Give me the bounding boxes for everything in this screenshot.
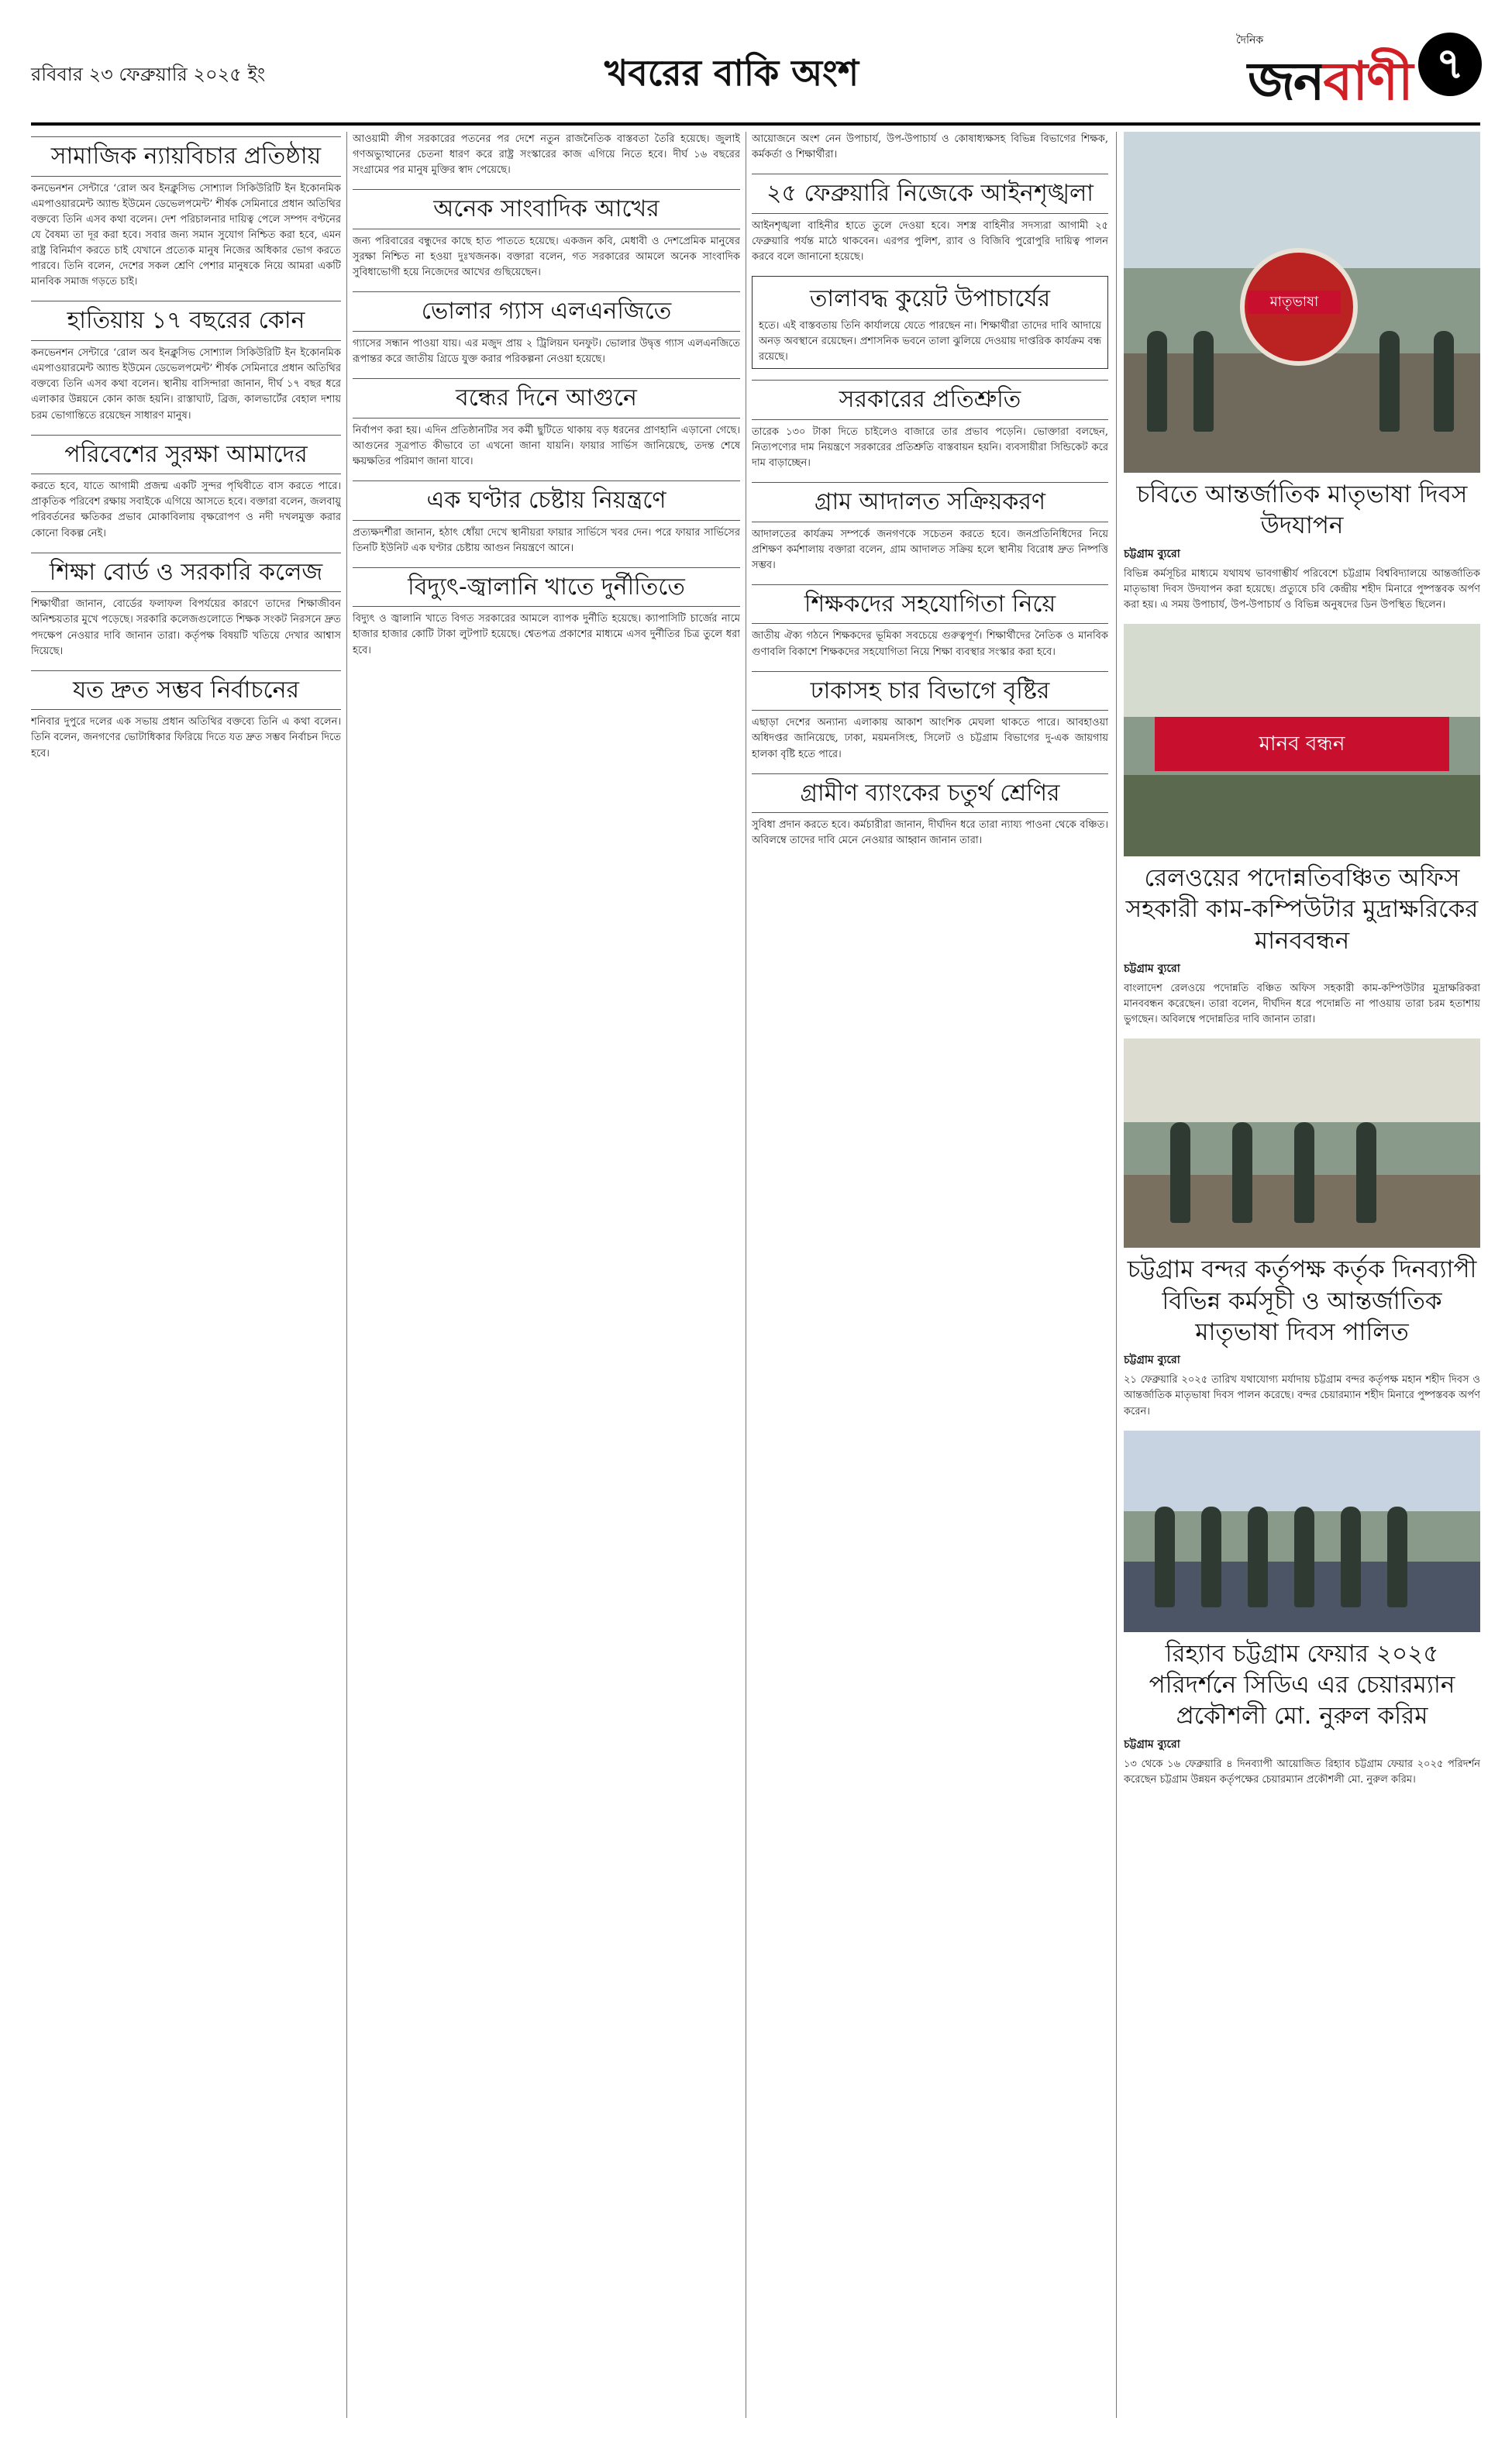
- article-body: তারেক ১৩০ টাকা দিতে চাইলেও বাজারে তার প্রভাব পড়েনি। ভোক্তারা বলছেন, নিত্যপণ্যের দাম নিয়ন্ত্রণে সরকারের প্রতিশ্রুতি বাস্তবায়ন হয়নি। ব্যবসায়ীরা সিন্ডিকেট করে দাম বাড়াচ্ছেন।: [752, 425, 1108, 469]
- headline: ঢাকাসহ চার বিভাগে বৃষ্টির: [810, 677, 1050, 704]
- article: [353, 291, 740, 367]
- headline: পরিবেশের সুরক্ষা আমাদের: [64, 440, 308, 468]
- column-2: [353, 132, 740, 2418]
- article-body: বিভিন্ন কর্মসূচির মাধ্যমে যথাযথ ভাবগাম্ভীর্য পরিবেশে চট্টগ্রাম বিশ্ববিদ্যালয়ে আন্তর্জাতিক মাতৃভাষা দিবস উদযাপন করা হয়েছে। প্রত্যুষে চবি কেন্দ্রীয় শহীদ মিনারে পুষ্পস্তবক অর্পণ করা হয়। এ সময় উপাচার্য, উপ-উপাচার্য ও বিভিন্ন অনুষদের ডিন উপস্থিত ছিলেন।: [1124, 567, 1480, 611]
- article: [1124, 1373, 1480, 1419]
- article-body: জাতীয় ঐক্য গঠনে শিক্ষকদের ভূমিকা সবচেয়ে গুরুত্বপূর্ণ। শিক্ষার্থীদের নৈতিক ও মানবিক গুণাবলি বিকাশে শিক্ষকদের সহযোগিতা নিয়ে শিক্ষা ব্যবস্থার সংস্কার করা হবে।: [752, 630, 1108, 658]
- column-1: [31, 132, 341, 2418]
- article: [31, 553, 341, 660]
- article-body: বাংলাদেশ রেলওয়ে পদোন্নতি বঞ্চিত অফিস সহকারী কাম-কম্পিউটার মুদ্রাক্ষরিকরা মানববন্ধন করেছেন। তারা বলেন, দীর্ঘদিন ধরে পদোন্নতি না পাওয়ায় তারা চরম হতাশায় ভুগছেন। অবিলম্বে পদোন্নতির দাবি জানান তারা।: [1124, 982, 1480, 1026]
- article: [353, 378, 740, 470]
- photo-caption: [1124, 479, 1480, 542]
- logo-tagline: দৈনিক: [1236, 34, 1264, 46]
- article: [31, 136, 341, 290]
- column-divider: [1116, 132, 1117, 2418]
- article-body: করতে হবে, যাতে আগামী প্রজন্ম একটি সুন্দর পৃথিবীতে বাস করতে পারে। প্রাকৃতিক পরিবেশ রক্ষায় সবাইকে এগিয়ে আসতে হবে। বক্তারা বলেন, জলবায়ু পরিবর্তনের ক্ষতিকর প্রভাব মোকাবিলায় বৃক্ষরোপণ ও নদী দখলমুক্ত করার কোনো বিকল্প নেই।: [31, 480, 341, 539]
- photo-caption: [1124, 1254, 1480, 1348]
- dateline: চট্টগ্রাম ব্যুরো: [1124, 1738, 1180, 1751]
- page-number: ৭: [1418, 33, 1482, 96]
- caption-headline: চট্টগ্রাম বন্দর কর্তৃপক্ষ কর্তৃক দিনব্যাপী বিভিন্ন কর্মসূচী ও আন্তর্জাতিক মাতৃভাষা দিবস পালিত: [1127, 1255, 1477, 1346]
- article: [752, 174, 1108, 265]
- article-body: আওয়ামী লীগ সরকারের পতনের পর দেশে নতুন রাজনৈতিক বাস্তবতা তৈরি হয়েছে। জুলাই গণঅভ্যুত্থানের চেতনা ধারণ করে রাষ্ট্র সংস্কারের কাজ এগিয়ে নিতে হবে। দীর্ঘ ১৬ বছরের সংগ্রামের পর মানুষ মুক্তির স্বাদ পেয়েছে।: [353, 133, 740, 177]
- article-body: সুবিধা প্রদান করতে হবে। কর্মচারীরা জানান, দীর্ঘদিন ধরে তারা ন্যায্য পাওনা থেকে বঞ্চিত। অবিলম্বে তাদের দাবি মেনে নেওয়ার আহ্বান জানান তারা।: [752, 819, 1108, 847]
- caption-headline: চবিতে আন্তর্জাতিক মাতৃভাষা দিবস উদযাপন: [1136, 480, 1468, 540]
- photo-caption: [1124, 1638, 1480, 1732]
- headline: অনেক সাংবাদিক আখের: [433, 195, 660, 223]
- article: [752, 132, 1108, 163]
- article-body: গ্যাসের সন্ধান পাওয়া যায়। এর মজুদ প্রায় ২ ট্রিলিয়ন ঘনফুট। ভোলার উদ্বৃত্ত গ্যাস এলএনজিতে রূপান্তর করে জাতীয় গ্রিডে যুক্ত করার পরিকল্পনা নেওয়া হয়েছে।: [353, 337, 740, 365]
- article: [31, 435, 341, 542]
- article: [353, 480, 740, 556]
- article-body: শিক্ষার্থীরা জানান, বোর্ডের ফলাফল বিপর্যয়ের কারণে তাদের শিক্ষাজীবন অনিশ্চয়তার মুখে পড়েছে। সরকারি কলেজগুলোতে শিক্ষক সংকট নিরসনে দ্রুত পদক্ষেপ নেওয়ার দাবি জানান তারা। কর্তৃপক্ষ বিষয়টি খতিয়ে দেখার আশ্বাস দিয়েছে।: [31, 598, 341, 657]
- photo-banner: মাতৃভাষা: [1248, 291, 1341, 314]
- article-body: প্রত্যক্ষদর্শীরা জানান, হঠাৎ ধোঁয়া দেখে স্থানীয়রা ফায়ার সার্ভিসে খবর দেন। পরে ফায়ার সার্ভিসের তিনটি ইউনিট এক ঘণ্টার চেষ্টায় আগুন নিয়ন্ত্রণে আনে।: [353, 526, 740, 554]
- column-divider: [346, 132, 347, 2418]
- dateline: চট্টগ্রাম ব্যুরো: [1124, 1354, 1180, 1367]
- headline: গ্রাম আদালত সক্রিয়করণ: [814, 488, 1045, 516]
- article-body: জন্য পরিবারের বন্ধুদের কাছে হাত পাততে হয়েছে। একজন কবি, মেধাবী ও দেশপ্রেমিক মানুষের সুরক্ষা নিশ্চিত না হওয়া দুঃখজনক। বক্তারা বলেন, গত সরকারের আমলে অনেক সাংবাদিক সুবিধাভোগী হয়ে নিজেদের আখের গুছিয়েছেন।: [353, 235, 740, 279]
- caption-headline: রিহ্যাব চট্টগ্রাম ফেয়ার ২০২৫ পরিদর্শনে সিডিএ এর চেয়ারম্যান প্রকৌশলী মো. নুরুল করিম: [1149, 1639, 1455, 1731]
- headline: তালাবদ্ধ কুয়েট উপাচার্যের: [809, 285, 1051, 313]
- article: [31, 670, 341, 762]
- headline: শিক্ষা বোর্ড ও সরকারি কলেজ: [49, 558, 323, 586]
- headline: বিদ্যুৎ-জ্বালানি খাতে দুর্নীতিতে: [408, 573, 685, 601]
- caption-headline: রেলওয়ের পদোন্নতিবঞ্চিত অফিস সহকারী কাম-কম্পিউটার মুদ্রাক্ষরিকের মানববন্ধন: [1125, 864, 1479, 955]
- issue-date: রবিবার ২৩ ফেব্রুয়ারি ২০২৫ ইং: [31, 64, 266, 85]
- article-body: কনভেনশন সেন্টারে ‘রোল অব ইনক্লুসিভ সোশ্যাল সিকিউরিটি ইন ইকোনমিক এমপাওয়ারমেন্ট অ্যান্ড ইউমেন ডেভেলপমেন্ট’ শীর্ষক সেমিনারে প্রধান অতিথির বক্তব্যে তিনি এসব কথা বলেন। স্থানীয় বাসিন্দারা জানান, দীর্ঘ ১৭ বছর ধরে এলাকার উন্নয়নে কোন কাজ হয়নি। রাস্তাঘাট, ব্রিজ, কালভার্টের বেহাল দশায় চরম ভোগান্তিতে রয়েছেন সাধারণ মানুষ।: [31, 346, 341, 422]
- headline: ২৫ ফেব্রুয়ারি নিজেকে আইনশৃঙ্খলা: [766, 180, 1094, 208]
- article: [752, 380, 1108, 471]
- masthead: [31, 23, 1480, 120]
- headline: যত দ্রুত সম্ভব নির্বাচনের: [72, 676, 300, 704]
- headline: শিক্ষকদের সহযোগিতা নিয়ে: [804, 590, 1056, 618]
- article: [1124, 567, 1480, 613]
- article-body: শনিবার দুপুরে দলের এক সভায় প্রধান অতিথির বক্তব্যে তিনি এ কথা বলেন। তিনি বলেন, জনগণের ভোটাধিকার ফিরিয়ে দিতে যত দ্রুত সম্ভব নির্বাচন দিতে হবে।: [31, 716, 341, 759]
- newspaper-logo: [1248, 40, 1412, 129]
- photo-caption: [1124, 863, 1480, 956]
- article-body: আয়োজনে অংশ নেন উপাচার্য, উপ-উপাচার্য ও কোষাধ্যক্ষসহ বিভিন্ন বিভাগের শিক্ষক, কর্মকর্তা ও শিক্ষার্থীরা।: [752, 133, 1108, 161]
- headline: হাতিয়ায় ১৭ বছরের কোন: [67, 307, 305, 335]
- article: [353, 189, 740, 281]
- article: [752, 482, 1108, 573]
- article-body: ২১ ফেব্রুয়ারি ২০২৫ তারিখ যথাযোগ্য মর্যাদায় চট্টগ্রাম বন্দর কর্তৃপক্ষ মহান শহীদ দিবস ও আন্তর্জাতিক মাতৃভাষা দিবস পালন করেছে। বন্দর চেয়ারম্যান শহীদ মিনারে পুষ্পস্তবক অর্পণ করেন।: [1124, 1374, 1480, 1417]
- logo-part1: জন: [1248, 51, 1324, 112]
- article: [1124, 1757, 1480, 1788]
- article: [752, 584, 1108, 660]
- article-body: এছাড়া দেশের অন্যান্য এলাকায় আকাশ আংশিক মেঘলা থাকতে পারে। আবহাওয়া অধিদপ্তর জানিয়েছে, ঢাকা, ময়মনসিংহ, সিলেট ও চট্টগ্রাম বিভাগের দু-এক জায়গায় হালকা বৃষ্টি হতে পারে।: [752, 717, 1108, 760]
- dateline: চট্টগ্রাম ব্যুরো: [1124, 547, 1180, 560]
- header-rule: [31, 122, 1480, 126]
- headline: সরকারের প্রতিশ্রুতি: [839, 386, 1021, 414]
- article: [752, 671, 1108, 763]
- photo-shaheed-minar-wreath: [1124, 132, 1480, 473]
- photo-human-chain: [1124, 624, 1480, 856]
- article-body: বিদ্যুৎ ও জ্বালানি খাতে বিগত সরকারের আমলে ব্যাপক দুর্নীতি হয়েছে। ক্যাপাসিটি চার্জের নামে হাজার হাজার কোটি টাকা লুটপাট হয়েছে। শ্বেতপত্র প্রকাশের মাধ্যমে এসব দুর্নীতির চিত্র তুলে ধরা হবে।: [353, 613, 740, 656]
- logo-part2: বাণী: [1323, 51, 1412, 112]
- section-title: খবরের বাকি অংশ: [604, 52, 859, 94]
- article: [353, 132, 740, 178]
- article: [31, 301, 341, 423]
- column-4: [1124, 132, 1480, 2418]
- article: [1124, 981, 1480, 1028]
- headline: গ্রামীণ ব্যাংকের চতুর্থ শ্রেণির: [800, 779, 1060, 807]
- article-body: হতে। এই বাস্তবতায় তিনি কার্যালয়ে যেতে পারছেন না। শিক্ষার্থীরা তাদের দাবি আদায়ে অনড় অবস্থানে রয়েছেন। প্রশাসনিক ভবনে তালা ঝুলিয়ে দেওয়ায় দাপ্তরিক কার্যক্রম বন্ধ রয়েছে।: [759, 319, 1101, 363]
- column-3: [752, 132, 1108, 2418]
- article: [752, 276, 1108, 369]
- article-body: ১৩ থেকে ১৬ ফেব্রুয়ারি ৪ দিনব্যাপী আয়োজিত রিহ্যাব চট্টগ্রাম ফেয়ার ২০২৫ পরিদর্শন করেছেন চট্টগ্রাম উন্নয়ন কর্তৃপক্ষের চেয়ারম্যান প্রকৌশলী মো. নুরুল করিম।: [1124, 1758, 1480, 1786]
- headline: এক ঘণ্টার চেষ্টায় নিয়ন্ত্রণে: [426, 487, 666, 515]
- dateline: চট্টগ্রাম ব্যুরো: [1124, 962, 1180, 975]
- article-body: আদালতের কার্যক্রম সম্পর্কে জনগণকে সচেতন করতে হবে। জনপ্রতিনিধিদের নিয়ে প্রশিক্ষণ কর্মশালায় বক্তারা বলেন, গ্রাম আদালত সক্রিয় হলে স্থানীয় বিরোধ দ্রুত নিষ্পত্তি সম্ভব।: [752, 528, 1108, 571]
- photo-port-authority: [1124, 1038, 1480, 1248]
- article-body: আইনশৃঙ্খলা বাহিনীর হাতে তুলে দেওয়া হবে। সশস্ত্র বাহিনীর সদস্যরা আগামী ২৫ ফেব্রুয়ারি পর্যন্ত মাঠে থাকবেন। এরপর পুলিশ, র‍্যাব ও বিজিবি পুরোপুরি দায়িত্ব পালন করবে বলে জানানো হয়েছে।: [752, 219, 1108, 263]
- photo-banner: মানব বন্ধন: [1155, 717, 1449, 771]
- headline: বন্ধের দিনে আগুনে: [456, 384, 637, 412]
- photo-rehab-fair: [1124, 1431, 1480, 1632]
- article: [353, 567, 740, 659]
- article-body: নির্বাপণ করা হয়। এদিন প্রতিষ্ঠানটির সব কর্মী ছুটিতে থাকায় বড় ধরনের প্রাণহানি এড়ানো গেছে। আগুনের সূত্রপাত কীভাবে তা এখনো জানা যায়নি। ফায়ার সার্ভিস জানিয়েছে, তদন্ত শেষে ক্ষয়ক্ষতির পরিমাণ জানা যাবে।: [353, 424, 740, 467]
- article-body: কনভেনশন সেন্টারে ‘রোল অব ইনক্লুসিভ সোশ্যাল সিকিউরিটি ইন ইকোনমিক এমপাওয়ারমেন্ট অ্যান্ড ইউমেন ডেভেলপমেন্ট’ শীর্ষক সেমিনারে প্রধান অতিথির বক্তব্যে তিনি এসব কথা বলেন। দেশ পরিচালনার দায়িত্ব পেলে সম্পদ বণ্টনের যে বৈষম্য তা দূর করা হবে। সবার জন্য সমান সুযোগ নিশ্চিত করা হবে, এমন রাষ্ট্র বিনির্মাণ করতে চাই যেখানে প্রত্যেক মানুষ নিজের অধিকার ভোগ করতে পারবে। তিনি বলেন, দেশের সকল শ্রেণি পেশার মানুষকে নিয়ে আমরা একটি মানবিক সমাজ গড়তে চাই।: [31, 182, 341, 288]
- article: [752, 773, 1108, 849]
- headline: ভোলার গ্যাস এলএনজিতে: [421, 298, 672, 325]
- headline: সামাজিক ন্যায়বিচার প্রতিষ্ঠায়: [50, 143, 322, 170]
